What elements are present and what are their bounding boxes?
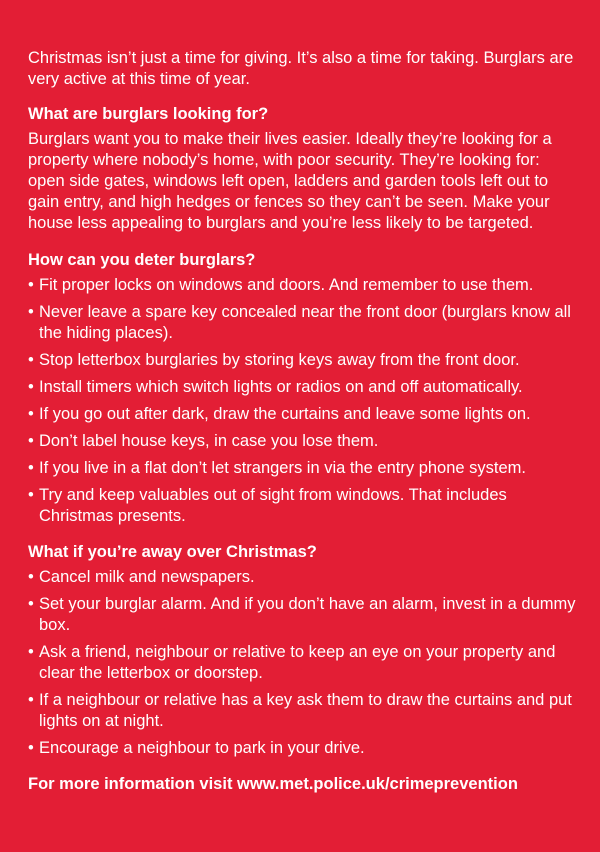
list-item — [28, 567, 576, 588]
list-item — [28, 377, 576, 398]
footer-more-info: For more information visit www.met.police.uk/crimeprevention — [28, 775, 518, 793]
bullet-mark: • — [28, 459, 34, 477]
bullet-mark: • — [28, 378, 34, 396]
list-item — [28, 642, 576, 684]
list-item-text: Fit proper locks on windows and doors. And remember to use them. — [39, 276, 534, 294]
list-item-text: Ask a friend, neighbour or relative to keep an eye on your property and clear the letterbox or doorstep. — [39, 643, 556, 682]
bullet-mark: • — [28, 432, 34, 450]
list-item — [28, 302, 576, 344]
list-item-text: If you live in a flat don’t let strangers in via the entry phone system. — [39, 459, 526, 477]
list-item — [28, 431, 576, 452]
bullet-mark: • — [28, 486, 34, 504]
list-item-text: If you go out after dark, draw the curtains and leave some lights on. — [39, 405, 531, 423]
section-paragraph-looking-for: Burglars want you to make their lives easier. Ideally they’re looking for a property where nobody’s home, with poor security. They’re looking for: open side gates, windows left open, ladders and garden tools left out to gain entry, and high hedges or fences so they can’t be seen. Make your house less appealing to burglars and you’re less likely to be targeted. — [28, 130, 552, 232]
bullet-mark: • — [28, 739, 34, 757]
list-item-text: Install timers which switch lights or radios on and off automatically. — [39, 378, 523, 396]
intro-paragraph: Christmas isn’t just a time for giving. It’s also a time for taking. Burglars are very active at this time of year. — [28, 49, 574, 88]
list-item-text: Encourage a neighbour to park in your drive. — [39, 739, 365, 757]
list-item-text: Set your burglar alarm. And if you don’t have an alarm, invest in a dummy box. — [39, 595, 576, 634]
list-item-text: Never leave a spare key concealed near the front door (burglars know all the hiding places). — [39, 303, 571, 342]
section-heading-deter: How can you deter burglars? — [28, 251, 256, 269]
away-list — [28, 567, 576, 759]
bullet-mark: • — [28, 643, 34, 661]
deter-list — [28, 275, 576, 527]
bullet-mark: • — [28, 595, 34, 613]
list-item — [28, 594, 576, 636]
bullet-mark: • — [28, 276, 34, 294]
section-heading-looking-for: What are burglars looking for? — [28, 105, 269, 123]
list-item — [28, 350, 576, 371]
list-item-text: If a neighbour or relative has a key ask them to draw the curtains and put lights on at night. — [39, 691, 572, 730]
list-item-text: Cancel milk and newspapers. — [39, 568, 255, 586]
section-heading-away: What if you’re away over Christmas? — [28, 543, 317, 561]
list-item — [28, 690, 576, 732]
list-item-text: Don’t label house keys, in case you lose them. — [39, 432, 379, 450]
list-item — [28, 485, 576, 527]
list-item — [28, 275, 576, 296]
bullet-mark: • — [28, 405, 34, 423]
list-item — [28, 458, 576, 479]
list-item — [28, 738, 576, 759]
bullet-mark: • — [28, 351, 34, 369]
bullet-mark: • — [28, 568, 34, 586]
bullet-mark: • — [28, 691, 34, 709]
list-item — [28, 404, 576, 425]
bullet-mark: • — [28, 303, 34, 321]
list-item-text: Try and keep valuables out of sight from windows. That includes Christmas presents. — [39, 486, 507, 525]
list-item-text: Stop letterbox burglaries by storing keys away from the front door. — [39, 351, 520, 369]
